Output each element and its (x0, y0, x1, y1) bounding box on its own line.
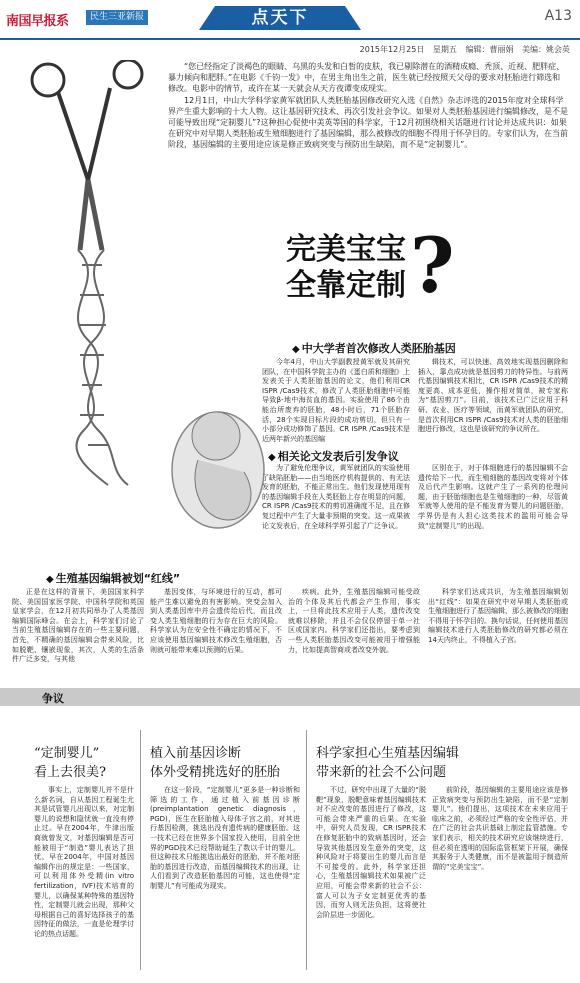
section3-col4: 科学家们达成共识，为生殖基因编辑划出“红线”：如果在研究中对早期人类胚胎或生殖细胞进行了基因编辑，那么被修改的细胞不得用于怀孕目的。换句话说，任何使用基因编辑技术进行人类胚胎修改的研究都必须在14天内终止，不得植入子宫。 (428, 588, 568, 644)
masthead (0, 0, 580, 36)
question-mark: ? (410, 221, 455, 310)
fetus-illustration (158, 390, 278, 540)
issue-weekday: 星期五 (432, 45, 457, 54)
column3-text-cont: 前阶段，基因编辑的主要用途应该是修正致病突变与预防出生缺陷，而不是“定制婴儿”。他们提出，这项技术在未来应用于临床之前，必须经过严格的安全性评估，并在广泛的社会共识基础上制定监管措施。专家们表示，相关的技术研究应该继续进行，但必须在透明的国际监管框架下开展，确保其服务于人类健康，而不是被滥用于制造所谓的“完美宝宝”。 (432, 786, 568, 871)
newspaper-logo (6, 8, 145, 30)
section2-title: ◆ 相关论文发表后引发争议 (268, 448, 399, 464)
column1-text: 事实上，定制婴儿并不是什么新名词，自从基因工程诞生尤其是试管婴儿出现以来，对定制婴儿的说想和隐忧就一直没有停止过。早在2004年，牛津出版商就曾发文，对基因编辑是否可能被用于“制造”婴儿表达了担忧。早在2004年，中国对基因编辑作出的规定是：一些国家，可以利用体外受精(in vitro fertilization，IVF)技术培育的婴儿，以确保某种特殊的基因特性，定制婴儿就会出现，那种父母根据自己的喜好选择孩子的基因特征的做法，一直是伦理学讨论的热点话题。 (34, 786, 134, 938)
page-number: A13 (544, 8, 572, 24)
column-divider (140, 730, 141, 970)
intro-paragraph: “您已经指定了淡褐色的眼睛、乌黑的头发和白皙的皮肤，我已剔除潜在的酒精成瘾、秃顶、近视、肥胖症、暴力倾向和肥胖。”在电影《千钧一发》中，在男主角出生之前，医生就已经按照天父母的要求对胚胎进行筛选和修改。电影中的情节，或许在某一天就会从天方夜谭变成现实。 (168, 62, 565, 93)
logo-name: 南国早报系 (6, 14, 69, 29)
intro-text (168, 61, 568, 151)
column3-text: 不过，研究中出现了大量的“脱靶”现象，脱靶意味着基因编辑技术对不应改变的基因进行了修改，这可能会带来严重的后果。在实验中，研究人员发现，CR ISPR技术在修复胚胎中的致病基因时，还会导致其他基因发生意外的突变，这种风险对于将要出生的婴儿而言是不可接受的。此外，科学家还担心，生殖基因编辑技术如果被广泛应用，可能会带来新的社会不公：富人可以为子女定制更优秀的基因，而穷人则无法负担，这将使社会阶层进一步固化。 (316, 786, 426, 919)
column1-title: “定制婴儿” 看上去很美? (34, 746, 106, 780)
section2-col1: 为了避免伦理争议，黄军就团队的实验使用了缺陷胚胎——由当地医疗机构提供的、有无法发育的胚胎，不能正常出生。他们发现使用现有的基因编辑手段在人类胚胎上存在明显的问题，CR ISPR /Cas9技术的剪切准确度不足，且在修复过程中产生了大量非预期的突变。这一成果被论文发表后，在全球科学界引起了广泛争议。 (262, 464, 410, 530)
date-line (354, 44, 570, 55)
issue-date: 2015年12月25日 (359, 45, 425, 54)
page-headline (286, 232, 406, 304)
column2-text: 在这一阶段，“定制婴儿”更多是一种诊断和筛选的工作，通过植入前基因诊断(preimplantation genetic diagnosis，PGD)，医生在胚胎植入母体子宫之前，对其进行基因检测，挑选出没有遗传病的健康胚胎。这一技术已经在世界多个国家投入使用，目前全世界的PGD技术已经帮助诞生了数以千计的婴儿。但这种技术只能挑选出最好的胚胎，并不能对胚胎的基因进行改造，而基因编辑技术的出现，让人们看到了改造胚胎基因的可能，这也使得“定制婴儿”有可能成为现实。 (150, 786, 300, 890)
section3-col3: 疾病。此外，生殖基因编辑可能受政治的个体及其后代都会产生作用，事实上，一旦将此技术应用于人类，遗传改变就难以移除，并且不会仅仅停留于单一社区或国家内。科学家们还指出，要考虑到一些人类胚胎基因改变可能被用于增强能力，比如提高智商或者改变外貌。 (288, 588, 420, 654)
headline-line-2: 全靠定制 (286, 268, 406, 303)
dna-helix-icon (76, 250, 128, 485)
section2-col2: 区别在于，对于体细胞进行的基因编辑不会遗传给下一代，而生殖细胞的基因改变将对个体及后代产生影响。这就产生了一系列的伦理问题，由于胚胎细胞也是生殖细胞的一种，尽管黄军就等人使用的是不能发育为婴儿的问题胚胎，学界仍是有人担心这类技术的滥用可能会导致“定制婴儿”的出现。 (418, 464, 568, 530)
section3-col1: 正是在这样的背景下，美国国家科学院、美国国家医学院、中国科学院和英国皇家学会，在12月初共同举办了人类基因编辑国际峰会。在会上，科学家们讨论了当前生殖基因编辑存在的一些主要问题，首先，不精确的基因编辑会带来风险，比如脱靶、镶嵌现象，其次，人类的生活条件广泛多变，与其他 (12, 588, 144, 664)
section-tab: 点天下 (215, 6, 345, 30)
designer-credit: 美编：姚会英 (522, 45, 570, 54)
header-rule (0, 38, 580, 40)
scissors-icon (32, 60, 142, 250)
sanya-badge: 民生三亚新报 (86, 10, 148, 25)
section3-col2: 基因变体，与环境进行的互动，都可能产生难以避免的有害影响。突变会加入到人类基因库中并会遗传给后代，而且改变人类生殖细胞的行为存在巨大的风险。科学家认为在安全性不确定的情况下，不应该使用基因编辑技术修改生殖细胞，否则就可能带来难以预测的后果。 (150, 588, 282, 654)
dispute-bar (0, 688, 580, 706)
editor-credit: 编辑：曹丽娟 (465, 45, 514, 54)
column3-title: 科学家担心生殖基因编辑 带来新的社会不公问题 (316, 746, 460, 780)
dispute-label: 争议 (42, 692, 64, 705)
column-divider (306, 730, 307, 970)
headline-line-1: 完美宝宝 (286, 232, 406, 267)
intro-paragraph: 12月1日，中山大学科学家黄军就团队人类胚胎基因修改研究入选《自然》杂志评选的2015年度对全球科学界产生重大影响的十大人物。这让基因研究技术、再次引发社会争议。如果对人类胚胎基因进行编辑修改，是不是可能导致出现“定制婴儿”?这种担心促使中美英等国的科学家，于12月初围绕相关话题进行讨论并达成共识：如果在研究中对早期人类胚胎或生殖细胞进行了基因编辑，那么被修改的细胞不得用于怀孕目的。专家们认为，在当前阶段，基因编辑的主要用途应该是修正致病突变与预防出生缺陷，而不是“定制婴儿”。 (168, 96, 568, 149)
section1-title: ◆ 中大学者首次修改人类胚胎基因 (292, 340, 456, 356)
section1-col1: 今年4月，中山大学副教授黄军就及其研究团队，在中国科学院主办的《蛋白质和细胞》上发表关于人类胚胎基因的论文，他们利用CR ISPR /Cas9技术，修改了人类胚胎细胞中可能导致β-地中海贫血的基因。实验使用了86个由能治所废弃的胚胎，48小时后，71个胚胎存活，28个实现目标片段的成功剪切，但只有一小部分成功修饰了基因。CR ISPR /Cas9技术是近两年新兴的基因编 (262, 358, 410, 443)
section3-title: ◆ 生殖基因编辑被划“红线” (46, 570, 180, 586)
scissors-dna-illustration (18, 60, 163, 490)
section1-col2: 辑技术，可以快速、高效地实现基因删除和插入，靠点成功就是基因剪刀的特异性。与前两代基因编辑技术相比，CR ISPR /Cas9技术的精度更高、成本更低，操作相对简单，被专家称为“基因剪刀”。目前，该技术已广泛应用于科研、农业、医疗等领域，而黄军就团队的研究，是首次利用CR ISPR /Cas9技术对人类的胚胎细胞进行修改，这也是该研究的争议所在。 (418, 358, 568, 434)
column2-title: 植入前基因诊断 体外受精挑选好的胚胎 (150, 746, 281, 780)
